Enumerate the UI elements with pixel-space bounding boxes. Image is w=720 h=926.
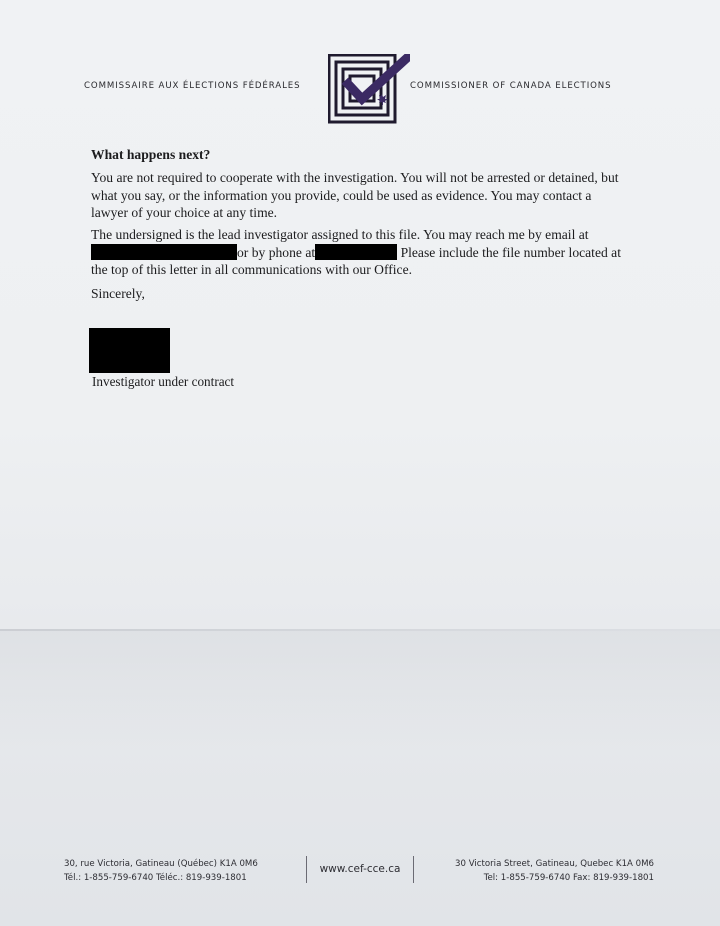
contact-text-part3: Please include the file number located at the top of this letter in all communications with our Office. [91,244,621,277]
redacted-email [91,244,237,260]
section-heading: What happens next? [91,147,211,162]
redacted-phone [315,244,397,260]
footer-website: www.cef-cce.ca [306,856,414,883]
paragraph-cooperation: You are not required to cooperate with the investigation. You will not be arrested or detained, but what you say, or the information you provide, could be used as evidence. You may contact a lawyer of your choice at any time. [91,170,619,220]
footer-french-phone: Tél.: 1-855-759-6740 Téléc.: 819-939-1801 [64,873,247,883]
header-english-name: COMMISSIONER OF CANADA ELECTIONS [410,81,612,91]
closing-text: Sincerely, [91,286,145,301]
contact-text-part2: or by phone at [237,244,316,260]
footer-english-address [455,857,654,885]
redacted-signature [89,328,170,373]
footer-english-street: 30 Victoria Street, Gatineau, Quebec K1A 0M6 [455,859,654,869]
paragraph-contact [91,226,631,279]
contact-text-part1: The undersigned is the lead investigator assigned to this file. You may reach me by email at [91,227,589,242]
footer-french-address [64,857,258,885]
footer-english-phone: Tel: 1-855-759-6740 Fax: 819-939-1801 [483,873,654,883]
signature-title: Investigator under contract [92,374,235,389]
header-french-name: COMMISSAIRE AUX ÉLECTIONS FÉDÉRALES [84,81,301,91]
commissioner-logo-icon [328,54,410,124]
paper-fold-shadow [0,631,720,751]
footer-french-street: 30, rue Victoria, Gatineau (Québec) K1A 0M6 [64,859,258,869]
